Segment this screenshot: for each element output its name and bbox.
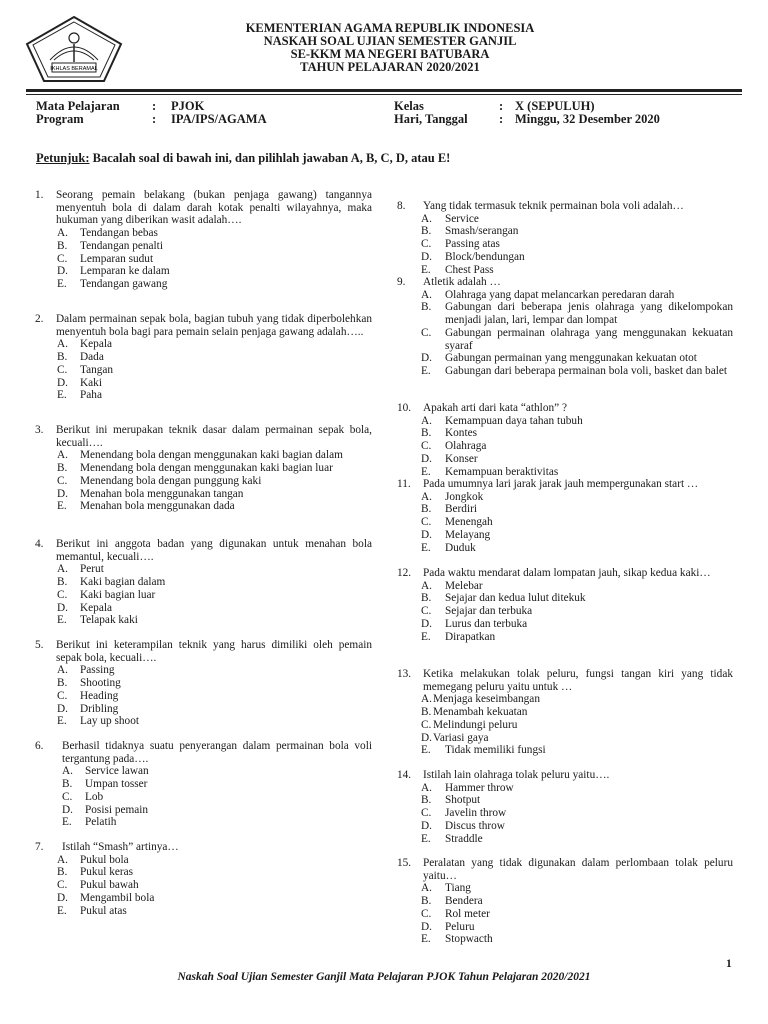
- option-d: D. Lemparan ke dalam: [57, 265, 170, 278]
- instructions: [36, 151, 450, 166]
- option-c: C. Rol meter: [421, 907, 490, 920]
- option-d: D. Peluru: [421, 920, 475, 933]
- question-stem: Dalam permainan sepak bola, bagian tubuh yang tidak diperbolehkan menyentuh bola bagi para pemain selain penjaga gawang adalah…..: [56, 313, 372, 338]
- question-stem: Berikut ini anggota badan yang digunakan untuk menahan bola memantul, kecuali….: [56, 538, 372, 563]
- option-d: D. Lurus dan terbuka: [421, 617, 528, 630]
- program-value: IPA/IPS/AGAMA: [171, 112, 267, 126]
- instructions-label: Petunjuk:: [36, 151, 90, 165]
- colon: :: [152, 112, 157, 126]
- option-a: A. Service: [421, 212, 479, 225]
- option-c: C. Gabungan permainan olahraga yang menggunakan kekuatan syaraf: [421, 326, 733, 352]
- option-c: C. Passing atas: [421, 238, 500, 251]
- option-a: A. Kepala: [57, 338, 112, 351]
- option-d: D. Block/bendungan: [421, 250, 525, 263]
- question-2: [35, 313, 372, 402]
- question-6: [35, 740, 372, 829]
- question-stem: Seorang pemain belakang (bukan penjaga gawang) tangannya menyentuh bola di dalam darah kotak penalti wilayahnya, maka hukuman yang diberikan wasit adalah….: [56, 189, 372, 227]
- header-school: SE-KKM MA NEGERI BATUBARA: [290, 47, 490, 61]
- option-a: A. Olahraga yang dapat melancarkan peredaran darah: [421, 288, 675, 301]
- option-e: E. Pukul atas: [57, 904, 127, 917]
- option-a: A. Passing: [57, 664, 115, 677]
- header-year: TAHUN PELAJARAN 2020/2021: [300, 60, 480, 74]
- question-number: 5.: [35, 639, 44, 651]
- option-a: A. Hammer throw: [421, 781, 514, 794]
- option-a: A. Melebar: [421, 579, 483, 592]
- option-b: B. Shotput: [421, 794, 481, 807]
- colon: :: [152, 99, 157, 113]
- option-c: C. Pukul bawah: [57, 879, 139, 892]
- question-stem: Berhasil tidaknya suatu penyerangan dalam permainan bola voli tergantung pada….: [62, 740, 372, 765]
- ministry-logo: [24, 14, 124, 84]
- question-7: [35, 841, 372, 917]
- question-stem: Peralatan yang tidak digunakan dalam perlombaan tolak peluru yaitu…: [423, 857, 733, 882]
- option-e: E. Lay up shoot: [57, 715, 139, 728]
- option-c: C. Sejajar dan terbuka: [421, 605, 533, 618]
- question-stem: Istilah “Smash” artinya…: [62, 841, 179, 853]
- question-8: [397, 200, 733, 276]
- option-e: E. Telapak kaki: [57, 614, 138, 627]
- option-b: B. Kaki bagian dalam: [57, 576, 166, 589]
- option-b: B. Dada: [57, 351, 104, 364]
- option-d: D. Gabungan permainan yang menggunakan kekuatan otot: [421, 352, 697, 365]
- question-number: 13.: [397, 668, 412, 680]
- question-number: 1.: [35, 189, 44, 201]
- logo-motto: IKHLAS BERAMAL: [50, 66, 98, 72]
- option-d: D. Discus throw: [421, 819, 505, 832]
- question-number: 4.: [35, 538, 44, 550]
- document-header: [140, 22, 640, 74]
- option-a: A. Jongkok: [421, 490, 484, 503]
- option-d: D. Kaki: [57, 376, 102, 389]
- option-d: D. Mengambil bola: [57, 891, 155, 904]
- option-e: E. Duduk: [421, 541, 476, 554]
- subject-label: Mata Pelajaran: [36, 99, 120, 113]
- question-number: 9.: [397, 276, 406, 288]
- option-a: A. Pukul bola: [57, 853, 129, 866]
- header-exam-title: NASKAH SOAL UJIAN SEMESTER GANJIL: [263, 34, 517, 48]
- option-a: A. Service lawan: [62, 765, 149, 778]
- question-number: 7.: [35, 841, 44, 853]
- question-number: 15.: [397, 857, 412, 869]
- question-3: [35, 424, 372, 513]
- option-d: D. Menahan bola menggunakan tangan: [57, 487, 244, 500]
- option-e: E. Dirapatkan: [421, 630, 496, 643]
- header-divider-thick: [26, 89, 742, 92]
- option-a: A. Menjaga keseimbangan: [421, 693, 540, 706]
- option-e: E. Gabungan dari beberapa permainan bola voli, basket dan balet: [421, 364, 727, 377]
- question-number: 6.: [35, 740, 44, 752]
- question-5: [35, 639, 372, 728]
- option-d: D. Melayang: [421, 528, 491, 541]
- option-c: C. Lemparan sudut: [57, 252, 154, 265]
- question-13: [397, 668, 733, 757]
- question-12: [397, 567, 733, 643]
- question-stem: Pada umumnya lari jarak jarak jauh mempergunakan start …: [423, 478, 699, 490]
- option-a: A. Perut: [57, 563, 104, 576]
- option-c: C. Lob: [62, 790, 104, 803]
- question-stem: Atletik adalah …: [423, 276, 501, 288]
- option-d: D. Variasi gaya: [421, 731, 489, 744]
- option-d: D. Kepala: [57, 601, 112, 614]
- option-e: E. Menahan bola menggunakan dada: [57, 500, 235, 513]
- option-a: A. Kemampuan daya tahan tubuh: [421, 414, 583, 427]
- page-footer: Naskah Soal Ujian Semester Ganjil Mata Pelajaran PJOK Tahun Pelajaran 2020/2021: [177, 971, 591, 983]
- question-stem: Berikut ini merupakan teknik dasar dalam permainan sepak bola, kecuali….: [56, 424, 372, 449]
- question-10: [397, 402, 733, 478]
- header-ministry: KEMENTERIAN AGAMA REPUBLIK INDONESIA: [245, 21, 535, 35]
- question-number: 2.: [35, 313, 44, 325]
- subject-value: PJOK: [171, 99, 205, 113]
- question-stem: Ketika melakukan tolak peluru, fungsi tangan kiri yang tidak memegang peluru yaitu untuk …: [423, 668, 733, 693]
- question-stem: Apakah arti dari kata “athlon” ?: [423, 402, 567, 414]
- option-c: C. Melindungi peluru: [421, 718, 518, 731]
- option-c: C. Olahraga: [421, 440, 487, 453]
- question-9: [397, 276, 733, 378]
- question-15: [397, 857, 733, 946]
- option-b: B. Bendera: [421, 895, 483, 908]
- option-b: B. Shooting: [57, 677, 121, 690]
- option-e: E. Kemampuan beraktivitas: [421, 465, 559, 478]
- option-c: C. Menendang bola dengan punggung kaki: [57, 474, 262, 487]
- option-a: A. Menendang bola dengan menggunakan kaki bagian dalam: [57, 449, 343, 462]
- option-b: B. Kontes: [421, 427, 478, 440]
- option-b: B. Sejajar dan kedua lulut ditekuk: [421, 592, 586, 605]
- option-c: C. Javelin throw: [421, 807, 507, 820]
- class-label: Kelas: [394, 99, 424, 113]
- question-14: [397, 769, 733, 845]
- option-b: B. Berdiri: [421, 503, 477, 516]
- question-1: [35, 189, 372, 291]
- option-e: E. Tendangan gawang: [57, 277, 168, 290]
- option-e: E. Tidak memiliki fungsi: [421, 744, 546, 757]
- question-number: 10.: [397, 402, 412, 414]
- option-b: B. Gabungan dari beberapa jenis olahraga yang dikelompokan menjadi jalan, lari, lempar dan lompat: [421, 301, 733, 327]
- question-number: 12.: [397, 567, 412, 579]
- option-a: A. Tendangan bebas: [57, 227, 158, 240]
- option-b: B. Umpan tosser: [62, 778, 148, 791]
- option-e: E. Chest Pass: [421, 263, 494, 276]
- option-b: B. Smash/serangan: [421, 225, 519, 238]
- colon: :: [499, 99, 504, 113]
- option-e: E. Stopwacth: [421, 933, 493, 946]
- option-d: D. Posisi pemain: [62, 803, 149, 816]
- question-stem: Berikut ini keterampilan teknik yang harus dimiliki oleh pemain sepak bola, kecuali….: [56, 639, 372, 664]
- question-stem: Pada waktu mendarat dalam lompatan jauh, sikap kedua kaki…: [423, 567, 711, 579]
- question-stem: Istilah lain olahraga tolak peluru yaitu….: [423, 769, 610, 781]
- header-divider-thin: [26, 94, 742, 95]
- option-c: C. Kaki bagian luar: [57, 588, 156, 601]
- option-e: E. Straddle: [421, 832, 483, 845]
- date-value: Minggu, 32 Desember 2020: [515, 112, 660, 126]
- page-number: 1: [726, 958, 732, 970]
- instructions-text: Bacalah soal di bawah ini, dan pilihlah jawaban A, B, C, D, atau E!: [89, 151, 451, 165]
- question-11: [397, 478, 733, 554]
- option-b: B. Tendangan penalti: [57, 239, 163, 252]
- colon: :: [499, 112, 504, 126]
- program-label: Program: [36, 112, 84, 126]
- question-number: 3.: [35, 424, 44, 436]
- option-e: E. Pelatih: [62, 816, 117, 829]
- question-number: 14.: [397, 769, 412, 781]
- option-c: C. Menengah: [421, 516, 493, 529]
- date-label: Hari, Tanggal: [394, 112, 468, 126]
- option-b: B. Menambah kekuatan: [421, 706, 528, 719]
- option-e: E. Paha: [57, 389, 102, 402]
- question-stem: Yang tidak termasuk teknik permainan bola voli adalah…: [423, 200, 684, 212]
- option-d: D. Dribling: [57, 702, 119, 715]
- option-a: A. Tiang: [421, 882, 471, 895]
- option-d: D. Konser: [421, 452, 478, 465]
- option-c: C. Heading: [57, 689, 119, 702]
- question-number: 8.: [397, 200, 406, 212]
- option-b: B. Menendang bola dengan menggunakan kaki bagian luar: [57, 462, 333, 475]
- question-4: [35, 538, 372, 627]
- question-number: 11.: [397, 478, 411, 490]
- class-value: X (SEPULUH): [515, 99, 595, 113]
- option-c: C. Tangan: [57, 363, 114, 376]
- option-b: B. Pukul keras: [57, 866, 134, 879]
